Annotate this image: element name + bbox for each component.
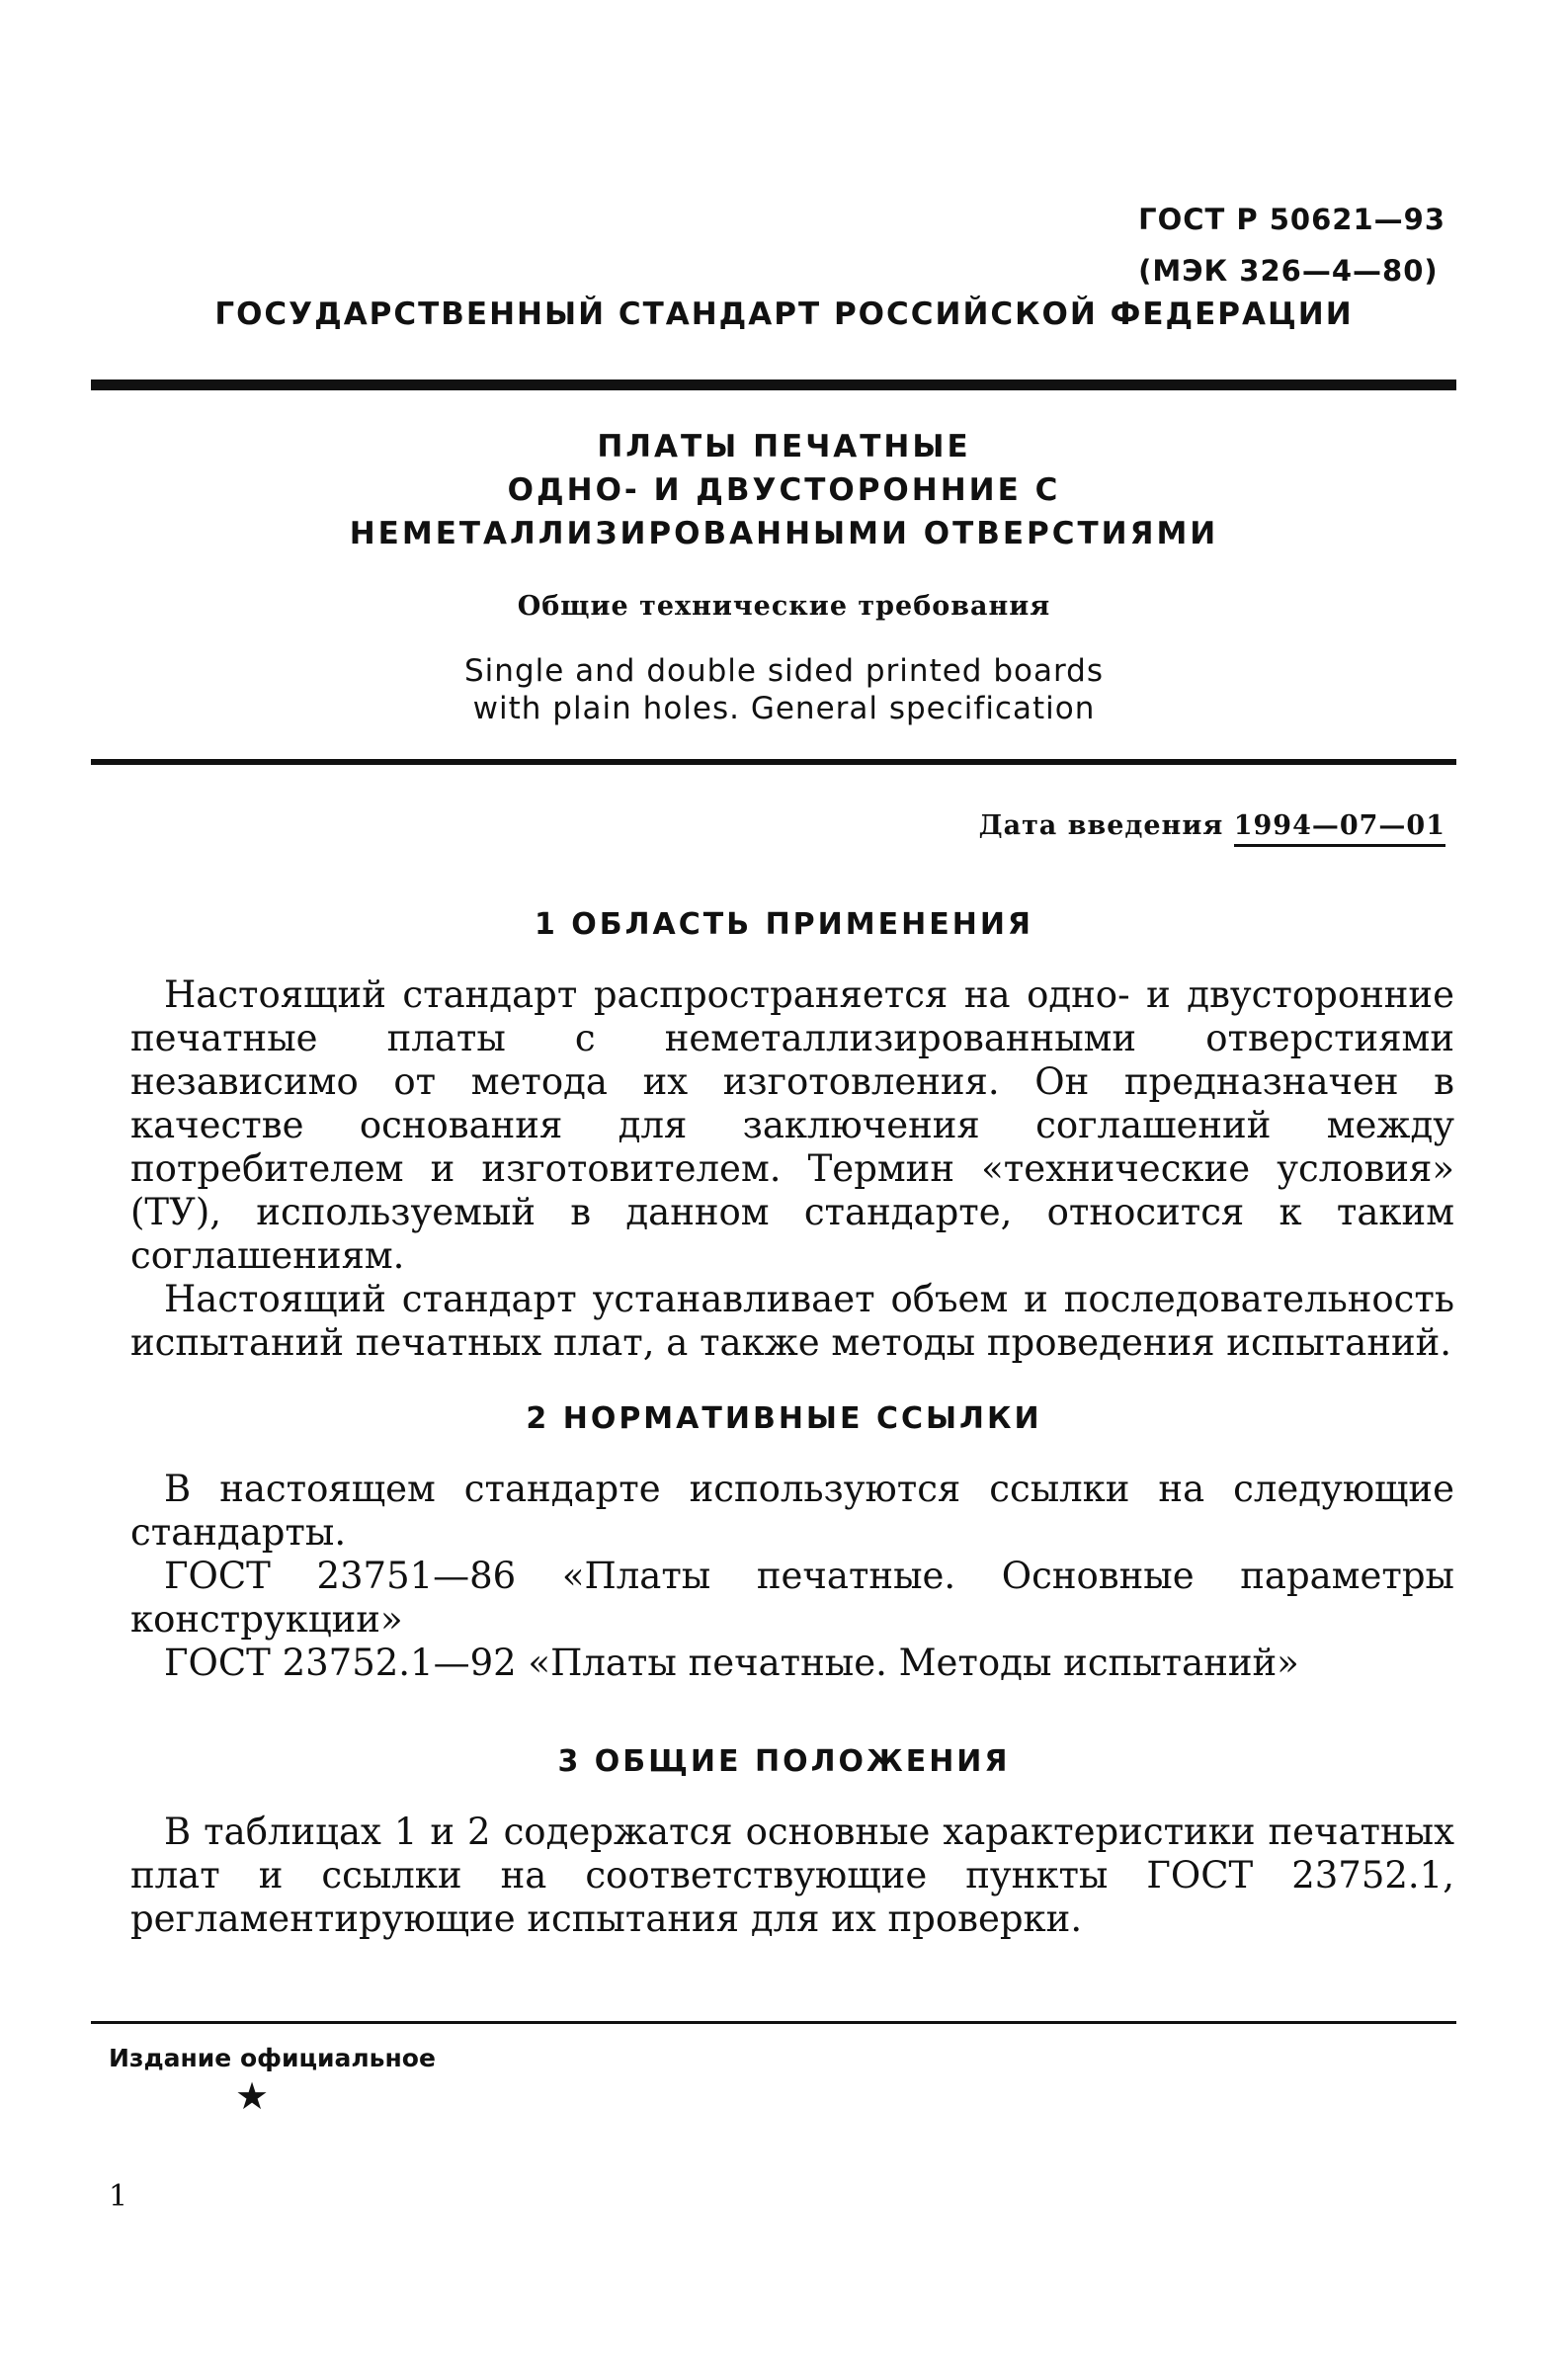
section-3-body [130, 1811, 1454, 1941]
gost-number: ГОСТ Р 50621—93 [1138, 203, 1445, 236]
title-line-3: НЕМЕТАЛЛИЗИРОВАННЫМИ ОТВЕРСТИЯМИ [349, 516, 1219, 551]
footer-divider [91, 2021, 1456, 2024]
section-1-paragraph-2: Настоящий стандарт устанавливает объем и последовательность испытаний печатных плат, а также методы проведения испытаний. [130, 1278, 1454, 1364]
middle-divider [91, 759, 1456, 765]
top-divider [91, 379, 1456, 390]
section-1-heading: 1 ОБЛАСТЬ ПРИМЕНЕНИЯ [534, 907, 1034, 942]
page-number: 1 [109, 2179, 128, 2214]
title-line-1: ПЛАТЫ ПЕЧАТНЫЕ [597, 429, 971, 464]
state-standard-title: ГОСУДАРСТВЕННЫЙ СТАНДАРТ РОССИЙСКОЙ ФЕДЕРАЦИИ [214, 296, 1354, 332]
introduction-date-value: 1994—07—01 [1234, 810, 1445, 847]
introduction-date [979, 810, 1445, 841]
section-3-paragraph-1: В таблицах 1 и 2 содержатся основные характеристики печатных плат и ссылки на соответствующие пункты ГОСТ 23752.1, регламентирующие испытания для их проверки. [130, 1811, 1454, 1940]
document-subtitle: Общие технические требования [517, 591, 1051, 622]
document-title [0, 425, 1568, 555]
iec-number: (МЭК 326—4—80) [1138, 254, 1439, 288]
document-code [1138, 194, 1445, 296]
section-1-body [130, 973, 1454, 1365]
introduction-date-label: Дата введения [978, 810, 1224, 841]
star-icon: ★ [235, 2074, 270, 2118]
title-line-2: ОДНО- И ДВУСТОРОННИЕ С [507, 472, 1061, 508]
english-title-line-1: Single and double sided printed boards [464, 653, 1104, 689]
english-title [0, 652, 1568, 727]
section-2-reference-2: ГОСТ 23752.1—92 «Платы печатные. Методы испытаний» [164, 1642, 1299, 1684]
section-2-paragraph-1: В настоящем стандарте используются ссылки на следующие стандарты. [130, 1468, 1454, 1554]
section-3-heading: 3 ОБЩИЕ ПОЛОЖЕНИЯ [557, 1744, 1011, 1779]
official-edition-label: Издание официальное [109, 2044, 436, 2072]
section-1-paragraph-1: Настоящий стандарт распространяется на одно- и двусторонние печатные платы с неметаллизированными отверстиями независимо от метода их изготовления. Он предназначен в качестве основания для заключения соглашений между потребителем и изготовителем. Термин «технические условия» (ТУ), используемый в данном стандарте, относится к таким соглашениям. [130, 973, 1454, 1277]
section-2-body [130, 1468, 1454, 1685]
english-title-line-2: with plain holes. General specification [472, 691, 1096, 726]
section-2-reference-1: ГОСТ 23751—86 «Платы печатные. Основные параметры конструкции» [130, 1555, 1454, 1641]
section-2-heading: 2 НОРМАТИВНЫЕ ССЫЛКИ [526, 1401, 1042, 1436]
